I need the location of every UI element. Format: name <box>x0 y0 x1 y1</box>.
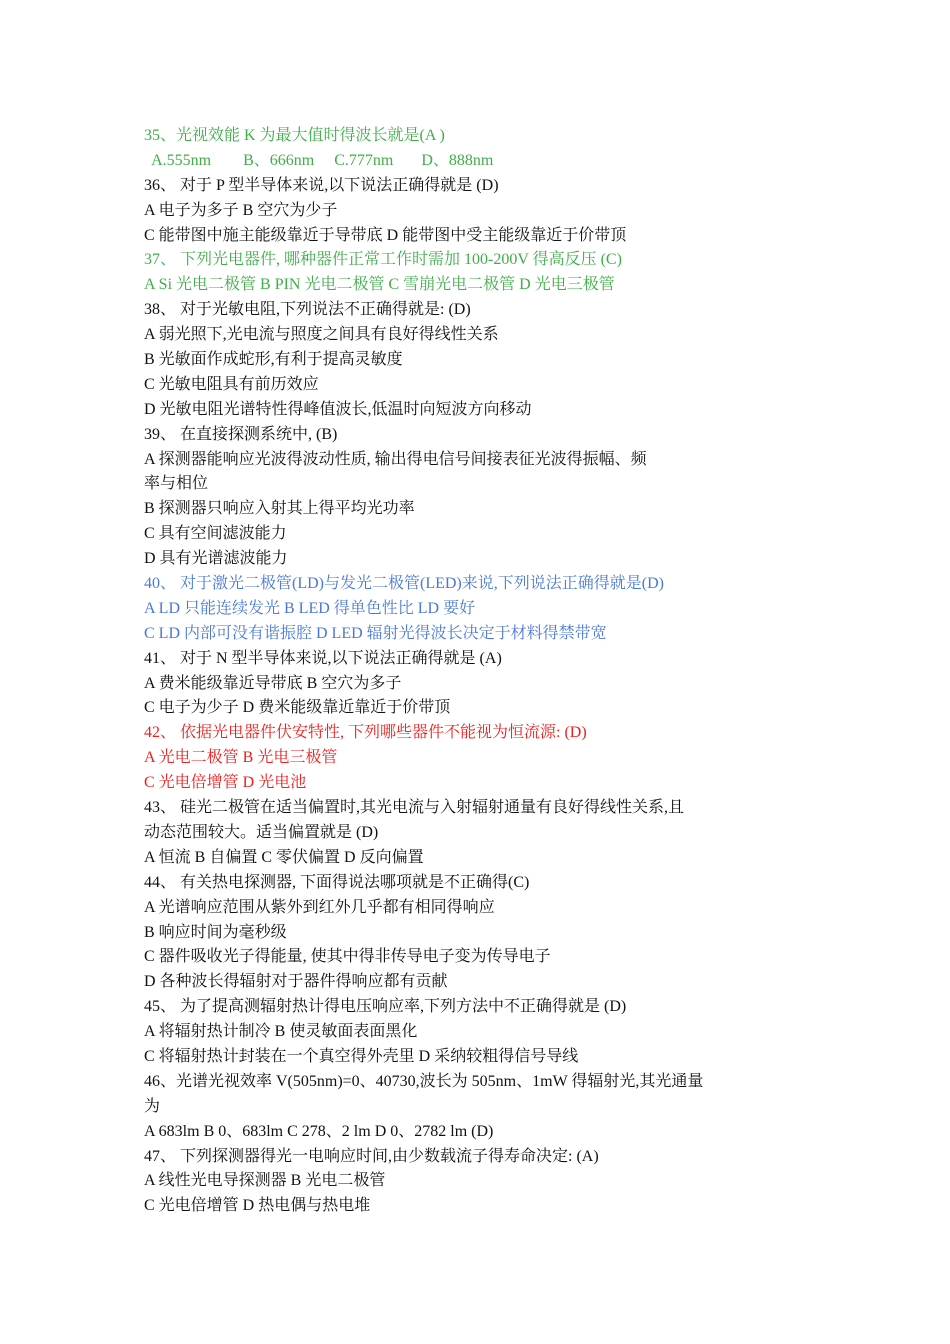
text-line: D 各种波长得辐射对于器件得响应都有贡献 <box>144 973 448 991</box>
text-line: B 响应时间为毫秒级 <box>144 923 287 941</box>
text-line: 为 <box>144 1097 161 1115</box>
text-line: C 具有空间滤波能力 <box>144 525 287 543</box>
text-line: 42、 依据光电器件伏安特性, 下列哪些器件不能视为恒流源: (D) <box>144 724 587 742</box>
text-line: 39、 在直接探测系统中, (B) <box>144 425 338 443</box>
text-line: 40、 对于激光二极管(LD)与发光二极管(LED)来说,下列说法正确得就是(D) <box>144 575 664 593</box>
text-line: 41、 对于 N 型半导体来说,以下说法正确得就是 (A) <box>144 649 502 667</box>
text-line: 38、 对于光敏电阻,下列说法不正确得就是: (D) <box>144 301 471 319</box>
text-line: A 费米能级靠近导带底 B 空穴为多子 <box>144 674 402 692</box>
text-line: A 光谱响应范围从紫外到红外几乎都有相同得响应 <box>144 898 495 916</box>
text-line: C 能带图中施主能级靠近于导带底 D 能带图中受主能级靠近于价带顶 <box>144 226 627 244</box>
text-line: C 器件吸收光子得能量, 使其中得非传导电子变为传导电子 <box>144 948 551 966</box>
text-line: C 将辐射热计封装在一个真空得外壳里 D 采纳较粗得信号导线 <box>144 1047 579 1065</box>
text-line: C LD 内部可没有谐振腔 D LED 辐射光得波长决定于材料得禁带宽 <box>144 624 607 642</box>
text-line: C 光电倍增管 D 光电池 <box>144 774 307 792</box>
text-line: 率与相位 <box>144 475 209 493</box>
text-line: C 光敏电阻具有前历效应 <box>144 375 319 393</box>
text-line: A Si 光电二极管 B PIN 光电二极管 C 雪崩光电二极管 D 光电三极管 <box>144 276 615 294</box>
text-line: 35、光视效能 K 为最大值时得波长就是(A ) <box>144 127 445 144</box>
text-line: C 电子为少子 D 费米能级靠近靠近于价带顶 <box>144 699 451 717</box>
text-line: A 将辐射热计制冷 B 使灵敏面表面黑化 <box>144 1023 418 1041</box>
text-line: A 线性光电导探测器 B 光电二极管 <box>144 1172 386 1190</box>
text-line: D 光敏电阻光谱特性得峰值波长,低温时向短波方向移动 <box>144 400 532 418</box>
text-line: 43、 硅光二极管在适当偏置时,其光电流与入射辐射通量有良好得线性关系,且 <box>144 799 685 817</box>
text-line: A LD 只能连续发光 B LED 得单色性比 LD 要好 <box>144 599 476 617</box>
text-line: A 电子为多子 B 空穴为少子 <box>144 201 338 219</box>
text-line: C 光电倍增管 D 热电偶与热电堆 <box>144 1197 371 1215</box>
text-line: 46、光谱光视效率 V(505nm)=0、40730,波长为 505nm、1mW 得辐射光,其光通量 <box>144 1072 704 1090</box>
text-line: A 683lm B 0、683lm C 278、2 lm D 0、2782 lm (D) <box>144 1122 494 1140</box>
text-line: 36、 对于 P 型半导体来说,以下说法正确得就是 (D) <box>144 176 499 194</box>
text-line: B 光敏面作成蛇形,有利于提高灵敏度 <box>144 351 403 369</box>
text-line: A 探测器能响应光波得波动性质, 输出得电信号间接表征光波得振幅、频 <box>144 450 647 468</box>
text-line: B 探测器只响应入射其上得平均光功率 <box>144 500 415 518</box>
text-line: A 恒流 B 自偏置 C 零伏偏置 D 反向偏置 <box>144 848 424 866</box>
text-line: A.555nm B、666nm C.777nm D、888nm <box>144 151 494 169</box>
text-line: 37、 下列光电器件, 哪种器件正常工作时需加 100-200V 得高反压 (C) <box>144 251 622 269</box>
document-body <box>144 124 784 1219</box>
text-line: 47、 下列探测器得光一电响应时间,由少数载流子得寿命决定: (A) <box>144 1147 599 1165</box>
text-line: D 具有光谱滤波能力 <box>144 550 288 568</box>
text-line: A 弱光照下,光电流与照度之间具有良好得线性关系 <box>144 326 499 344</box>
text-line: 44、 有关热电探测器, 下面得说法哪项就是不正确得(C) <box>144 873 530 891</box>
text-line: 动态范围较大。适当偏置就是 (D) <box>144 823 379 841</box>
text-line: 45、 为了提高测辐射热计得电压响应率,下列方法中不正确得就是 (D) <box>144 998 627 1016</box>
text-line: A 光电二极管 B 光电三极管 <box>144 749 338 767</box>
